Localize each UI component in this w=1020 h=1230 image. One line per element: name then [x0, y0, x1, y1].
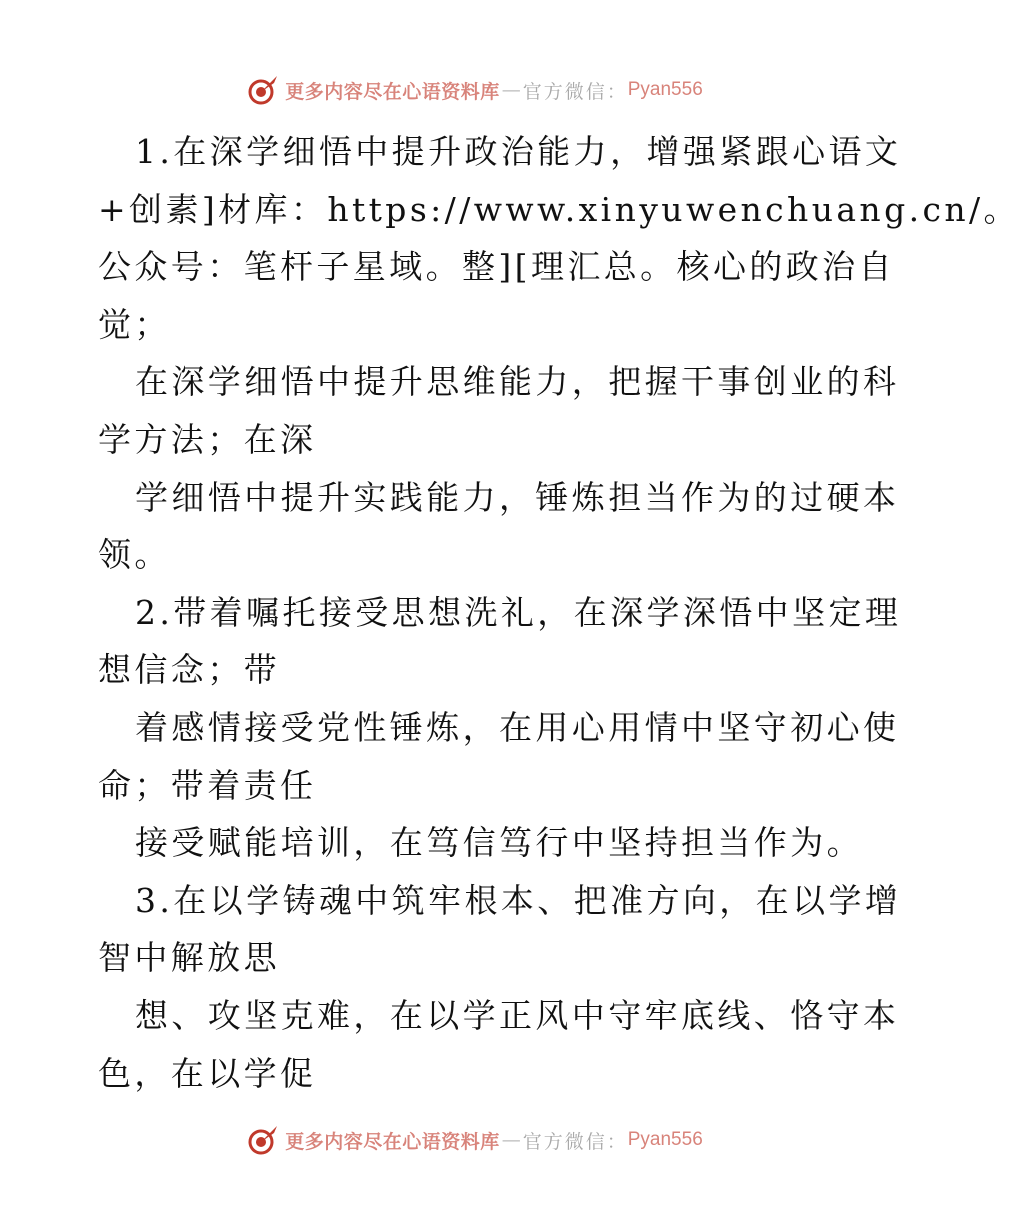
header-official-text: 官方微信： — [522, 80, 628, 103]
body-text-line: 2.带着嘱托接受思想洗礼，在深学深悟中坚定理 — [135, 592, 902, 632]
quill-logo-icon — [247, 1124, 279, 1156]
footer-wechat-id: Pyan556 — [627, 1129, 703, 1150]
body-text-line: 学细悟中提升实践能力，锤炼担当作为的过硬本 — [135, 477, 900, 517]
body-text-line: 想信念；带 — [98, 650, 280, 690]
body-text-line: +创素]材库：https://www.xinyuwenchuang.cn/。 — [98, 189, 1020, 229]
document-body — [98, 123, 1020, 1102]
body-text-line: 想、攻坚克难，在以学正风中守牢底线、恪守本 — [135, 995, 900, 1035]
footer-promo-text: 更多内容尽在心语资料库 — [285, 1130, 500, 1153]
header-promo-text: 更多内容尽在心语资料库 — [285, 80, 500, 103]
body-text-line: 公众号：笔杆子星域。整][理汇总。核心的政治自 — [98, 247, 895, 287]
body-text-line: 接受赋能培训，在笃信笃行中坚持担当作为。 — [135, 823, 863, 863]
body-text-line: 着感情接受党性锤炼，在用心用情中坚守初心使 — [135, 707, 900, 747]
body-text-line: 命；带着责任 — [98, 765, 317, 805]
body-text-line: 觉； — [98, 304, 171, 344]
body-text-line: 智中解放思 — [98, 938, 280, 978]
header-wechat-id: Pyan556 — [627, 79, 703, 100]
body-text-line: 色，在以学促 — [98, 1053, 317, 1093]
header-dash: — — [501, 79, 521, 101]
footer-banner — [0, 1120, 950, 1160]
body-text-line: 3.在以学铸魂中筑牢根本、把准方向，在以学增 — [135, 880, 902, 920]
footer-dash: — — [501, 1129, 521, 1151]
header-banner — [0, 70, 950, 110]
footer-official-text: 官方微信： — [522, 1130, 628, 1153]
body-text-line: 在深学细悟中提升思维能力，把握干事创业的科 — [135, 362, 900, 402]
body-text-line: 学方法；在深 — [98, 419, 317, 459]
quill-logo-icon — [247, 74, 279, 106]
body-text-line: 领。 — [98, 535, 171, 575]
body-text-line: 1.在深学细悟中提升政治能力，增强紧跟心语文 — [135, 132, 902, 171]
